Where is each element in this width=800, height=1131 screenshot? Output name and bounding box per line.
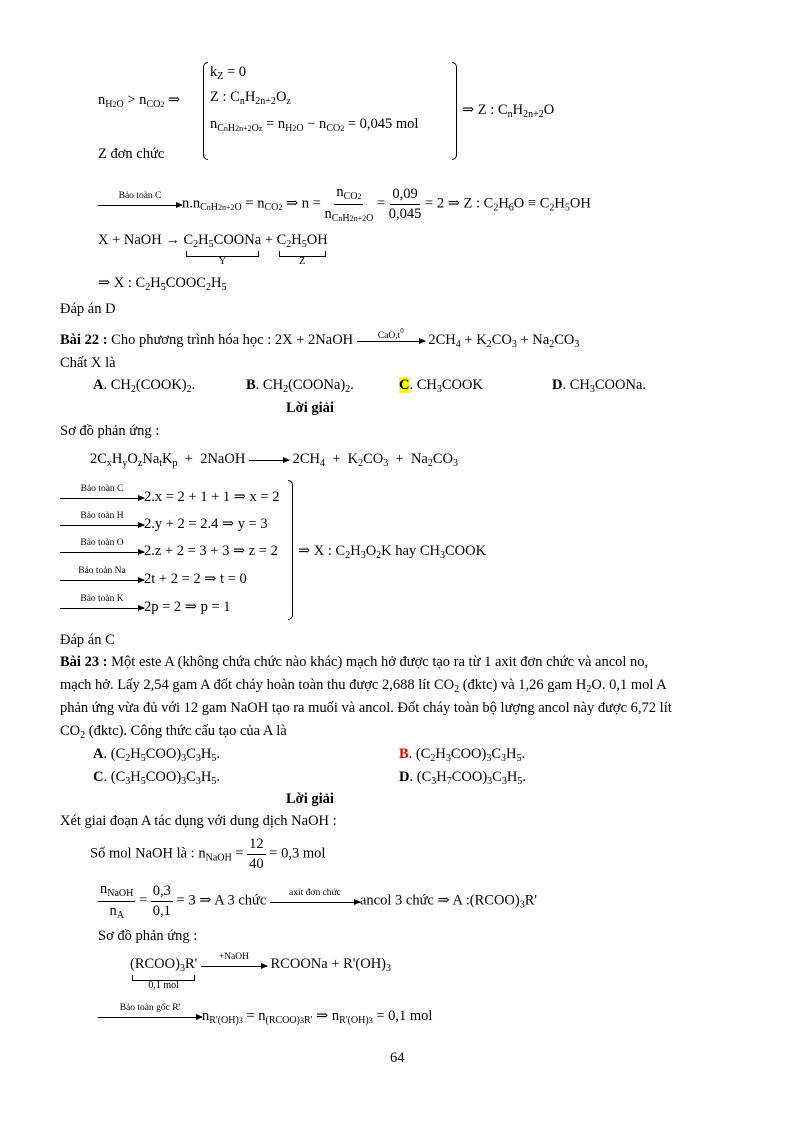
bai23-option-a: A. $(C_2H_5COO)_3C_3H_5$.: [93, 746, 220, 764]
bai22-bt-k: Bảo toàn K 2p = 2 ⇒ p = 1: [60, 599, 231, 616]
bai23-loi-giai: Lời giải: [286, 791, 334, 807]
bai22-bt-o: Bảo toàn O 2.z + 2 = 3 + 3 ⇒ z = 2: [60, 543, 278, 560]
bai23-reaction: $(RCOO)_3R'$ 0,1 mol +NaOH RCOONa + $R'(OH)_3$: [130, 952, 392, 991]
bai22-bt-h: Bảo toàn H 2.y + 2 = 2.4 ⇒ y = 3: [60, 516, 268, 533]
bai23-option-c: C. $(C_3H_5COO)_3C_3H_5$.: [93, 769, 220, 787]
bai22-answer: Đáp án C: [60, 632, 115, 648]
bai23-option-b: B. $(C_2H_3COO)_3C_3H_5$.: [399, 746, 526, 764]
bai23-ratio: $\frac{n_{NaOH}}{n_A}$ = $\frac{0,3}{0,1}$ = 3 ⇒ A 3 chức axit đơn chức ancol 3 chức ⇒ A $:(RCOO)_3R'$: [100, 881, 538, 921]
bao-toan-c-line: Bảo toàn C $n.n_{CnH2n+2O} = n_{CO2}$ ⇒ n = $\frac{n_{CO2}}{n_{CnH2n+2O}}$ = $\frac{0,09}{0,045}$ = 2 ⇒ Z : $C_2H_6O \equiv C_2H_5OH$: [98, 184, 591, 224]
bai22-right-brace: [288, 480, 293, 620]
bai23-line3: phản ứng vừa đủ với 12 gam NaOH tạo ra muối và ancol. Đốt cháy toàn bộ lượng ancol này được 6,72 lít: [60, 700, 672, 716]
reaction-equation: X + NaOH → $C_2H_5COONa$ Y + $C_2H_5OH$ Z: [98, 232, 328, 267]
bai23-line4: $CO_2$ (đktc). Công thức cấu tạo của A là: [60, 723, 287, 741]
system-result: ⇒ Z : $C_nH_{2n+2}O$: [462, 102, 555, 120]
answer-d: Đáp án D: [60, 301, 116, 317]
system-mol-equation: $n_{CnH2n+2Oz} = n_{H2O} - n_{CO2} = 0,045$ mol: [210, 116, 419, 134]
bai23-line1: Bài 23 : Một este A (không chứa chức nào khác) mạch hở được tạo ra từ 1 axit đơn chức và ancol no,: [60, 654, 649, 670]
bai23-bt-goc: Bảo toàn gốc R' $n_{R'(OH)3} = n_{(RCOO)3R'}$ ⇒ $n_{R'(OH)3} = 0,1$ mol: [98, 1008, 432, 1027]
bai23-xet: Xét giai đoạn A tác dụng với dung dịch NaOH :: [60, 813, 337, 829]
bai22-so-do: Sơ đồ phản ứng :: [60, 423, 160, 439]
bai22-question: Bài 22 : Cho phương trình hóa học : 2X + 2NaOH $CaO,t^0$ $2CH_4 + K_2CO_3 + Na_2CO_3$: [60, 327, 580, 350]
bai22-bt-c: Bảo toàn C 2.x = 2 + 1 + 1 ⇒ x = 2: [60, 489, 279, 506]
left-brace: [203, 62, 208, 160]
bai22-option-b: B. $CH_2(COONa)_2$.: [246, 377, 354, 395]
bai22-option-c: C. $CH_3COOK$: [399, 377, 483, 395]
bai22-general-equation: $2C_xH_yO_zNa_tK_p$ + 2NaOH $2CH_4 + K_2CO_3 + Na_2CO_3$: [90, 451, 459, 469]
result-x: ⇒ X : $C_2H_5COOC_2H_5$: [98, 275, 227, 293]
bai23-so-do: Sơ đồ phản ứng :: [98, 928, 198, 944]
bai22-prompt: Chất X là: [60, 355, 116, 371]
bai22-option-a: A. $CH_2(COOK)_2$.: [93, 377, 196, 395]
system-z-formula: Z : $C_nH_{2n+2}O_z$: [210, 89, 291, 107]
bai22-result: ⇒ X : $C_2H_3O_2K$ hay $CH_3COOK$: [298, 543, 487, 561]
page-number: 64: [390, 1050, 405, 1066]
right-brace: [452, 62, 457, 160]
bai23-line2: mạch hở. Lấy 2,54 gam A đốt cháy hoàn toàn thu được 2,688 lít $CO_2$ (đktc) và 1,26 gam $H_2O$. 0,1 mol A: [60, 677, 667, 695]
bai23-so-mol: Số mol NaOH là : $n_{NaOH}$ = $\frac{12}{40}$ = 0,3 mol: [90, 836, 326, 872]
bai23-option-d: D. $(C_3H_7COO)_3C_3H_5$.: [399, 769, 526, 787]
z-single-function: Z đơn chức: [98, 146, 165, 162]
bai22-bt-na: Bảo toàn Na 2t + 2 = 2 ⇒ t = 0: [60, 571, 247, 588]
bai22-loi-giai: Lời giải: [286, 400, 334, 416]
cond-expression: $n_{H2O} > n_{CO2}$ ⇒: [98, 92, 181, 110]
system-kz: $k_Z = 0$: [210, 64, 247, 82]
bai22-option-d: D. $CH_3COONa$.: [552, 377, 647, 395]
